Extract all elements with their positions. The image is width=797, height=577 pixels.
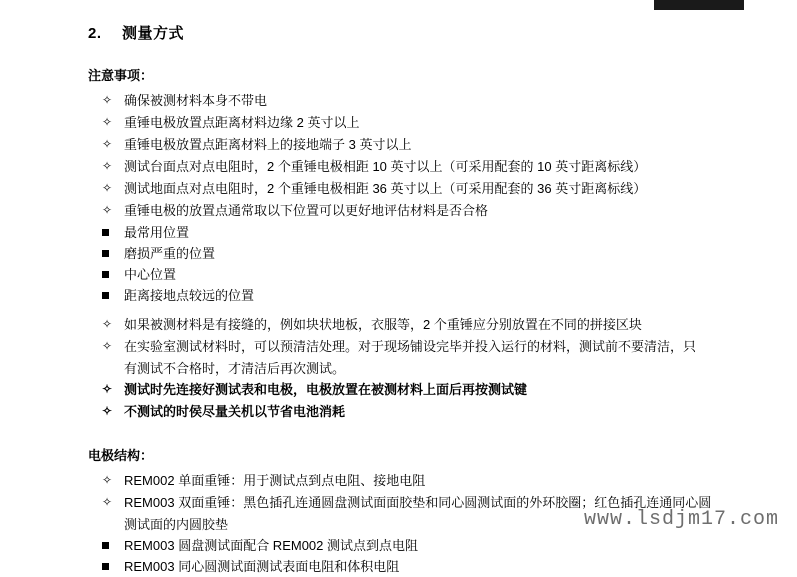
diamond-bullet-icon: ✧ — [102, 473, 113, 487]
list-item — [88, 112, 768, 133]
diamond-bullet-icon: ✧ — [102, 137, 113, 151]
notes-list — [88, 90, 768, 221]
list-item — [88, 285, 768, 306]
list-item-label: 磨损严重的位置 — [124, 246, 216, 261]
list-item-label: REM003 圆盘测试面配合 REM002 测试点到点电阻 — [124, 538, 418, 553]
diamond-bullet-icon: ✧ — [102, 203, 113, 217]
list-item — [88, 556, 768, 577]
spacer — [88, 423, 768, 445]
section-number: 2. — [88, 25, 102, 42]
list-item-label: 如果被测材料是有接缝的，例如块状地板，衣服等，2 个重锤应分别放置在不同的拼接区块 — [124, 317, 642, 332]
notes-heading: 注意事项： — [88, 68, 154, 83]
positions-list — [88, 222, 768, 306]
list-item-label: REM002 单面重锤：用于测试点到点电阻、接地电阻 — [124, 473, 426, 488]
square-bullet-icon — [102, 542, 109, 549]
electrode-list — [88, 470, 768, 513]
electrode-continuation-line: 测试面的内圆胶垫 — [124, 517, 229, 532]
list-item — [88, 178, 768, 199]
list-item-label: 重锤电极的放置点通常取以下位置可以更好地评估材料是否合格 — [124, 203, 489, 218]
list-item — [88, 156, 768, 177]
list-item — [88, 243, 768, 264]
list-item — [88, 470, 768, 491]
section-title: 测量方式 — [122, 25, 185, 42]
spacer — [88, 306, 768, 314]
list-item-label: 测试台面点对点电阻时，2 个重锤电极相距 10 英寸以上（可采用配套的 10 英寸距离标线） — [124, 159, 647, 174]
diamond-bullet-icon: ✧ — [102, 93, 113, 107]
list-item — [88, 336, 768, 357]
diamond-bullet-icon: ✧ — [102, 404, 113, 418]
list-item — [88, 90, 768, 111]
list-item-label: 测试地面点对点电阻时，2 个重锤电极相距 36 英寸以上（可采用配套的 36 英寸距离标线） — [124, 181, 647, 196]
diamond-bullet-icon: ✧ — [102, 159, 113, 173]
notes-bold-list — [88, 379, 768, 422]
diamond-bullet-icon: ✧ — [102, 115, 113, 129]
list-item-label: 在实验室测试材料时，可以预清洁处理。对于现场铺设完毕并投入运行的材料，测试前不要清洁，只 — [124, 339, 697, 354]
list-item-label: 重锤电极放置点距离材料上的接地端子 3 英寸以上 — [124, 137, 412, 152]
square-bullet-icon — [102, 229, 109, 236]
list-item-label: 距离接地点较远的位置 — [124, 288, 255, 303]
page-title — [88, 22, 768, 43]
notes-list-2 — [88, 314, 768, 357]
notes-continuation-line: 有测试不合格时，才清洁后再次测试。 — [124, 361, 346, 376]
list-item — [88, 314, 768, 335]
diamond-bullet-icon: ✧ — [102, 317, 113, 331]
list-item — [88, 222, 768, 243]
diamond-bullet-icon: ✧ — [102, 181, 113, 195]
diamond-bullet-icon: ✧ — [102, 495, 113, 509]
diamond-bullet-icon: ✧ — [102, 339, 113, 353]
watermark: www.lsdjm17.com — [583, 508, 779, 531]
diamond-bullet-icon: ✧ — [102, 382, 113, 396]
list-item — [88, 379, 768, 400]
list-item — [88, 264, 768, 285]
top-black-bar — [654, 0, 744, 10]
list-item-label: 重锤电极放置点距离材料边缘 2 英寸以上 — [124, 115, 360, 130]
list-item-label: REM003 同心圆测试面测试表面电阻和体积电阻 — [124, 559, 400, 574]
list-item-label: REM003 双面重锤：黑色插孔连通圆盘测试面面胶垫和同心圆测试面的外环胶圈；红色插孔连通同心圆 — [124, 495, 712, 510]
square-bullet-icon — [102, 292, 109, 299]
list-item — [88, 134, 768, 155]
list-item — [88, 401, 768, 422]
square-bullet-icon — [102, 271, 109, 278]
electrode-heading: 电极结构： — [88, 448, 154, 463]
list-item-label: 中心位置 — [124, 267, 177, 282]
list-item-label: 不测试的时侯尽量关机以节省电池消耗 — [124, 404, 346, 419]
list-item-label: 测试时先连接好测试表和电极，电极放置在被测材料上面后再按测试键 — [124, 382, 528, 397]
list-item-label: 最常用位置 — [124, 225, 190, 240]
list-item-label: 确保被测材料本身不带电 — [124, 93, 268, 108]
list-item — [88, 200, 768, 221]
list-item — [88, 535, 768, 556]
electrode-detail-list — [88, 535, 768, 577]
square-bullet-icon — [102, 563, 109, 570]
document-content — [88, 22, 768, 577]
square-bullet-icon — [102, 250, 109, 257]
